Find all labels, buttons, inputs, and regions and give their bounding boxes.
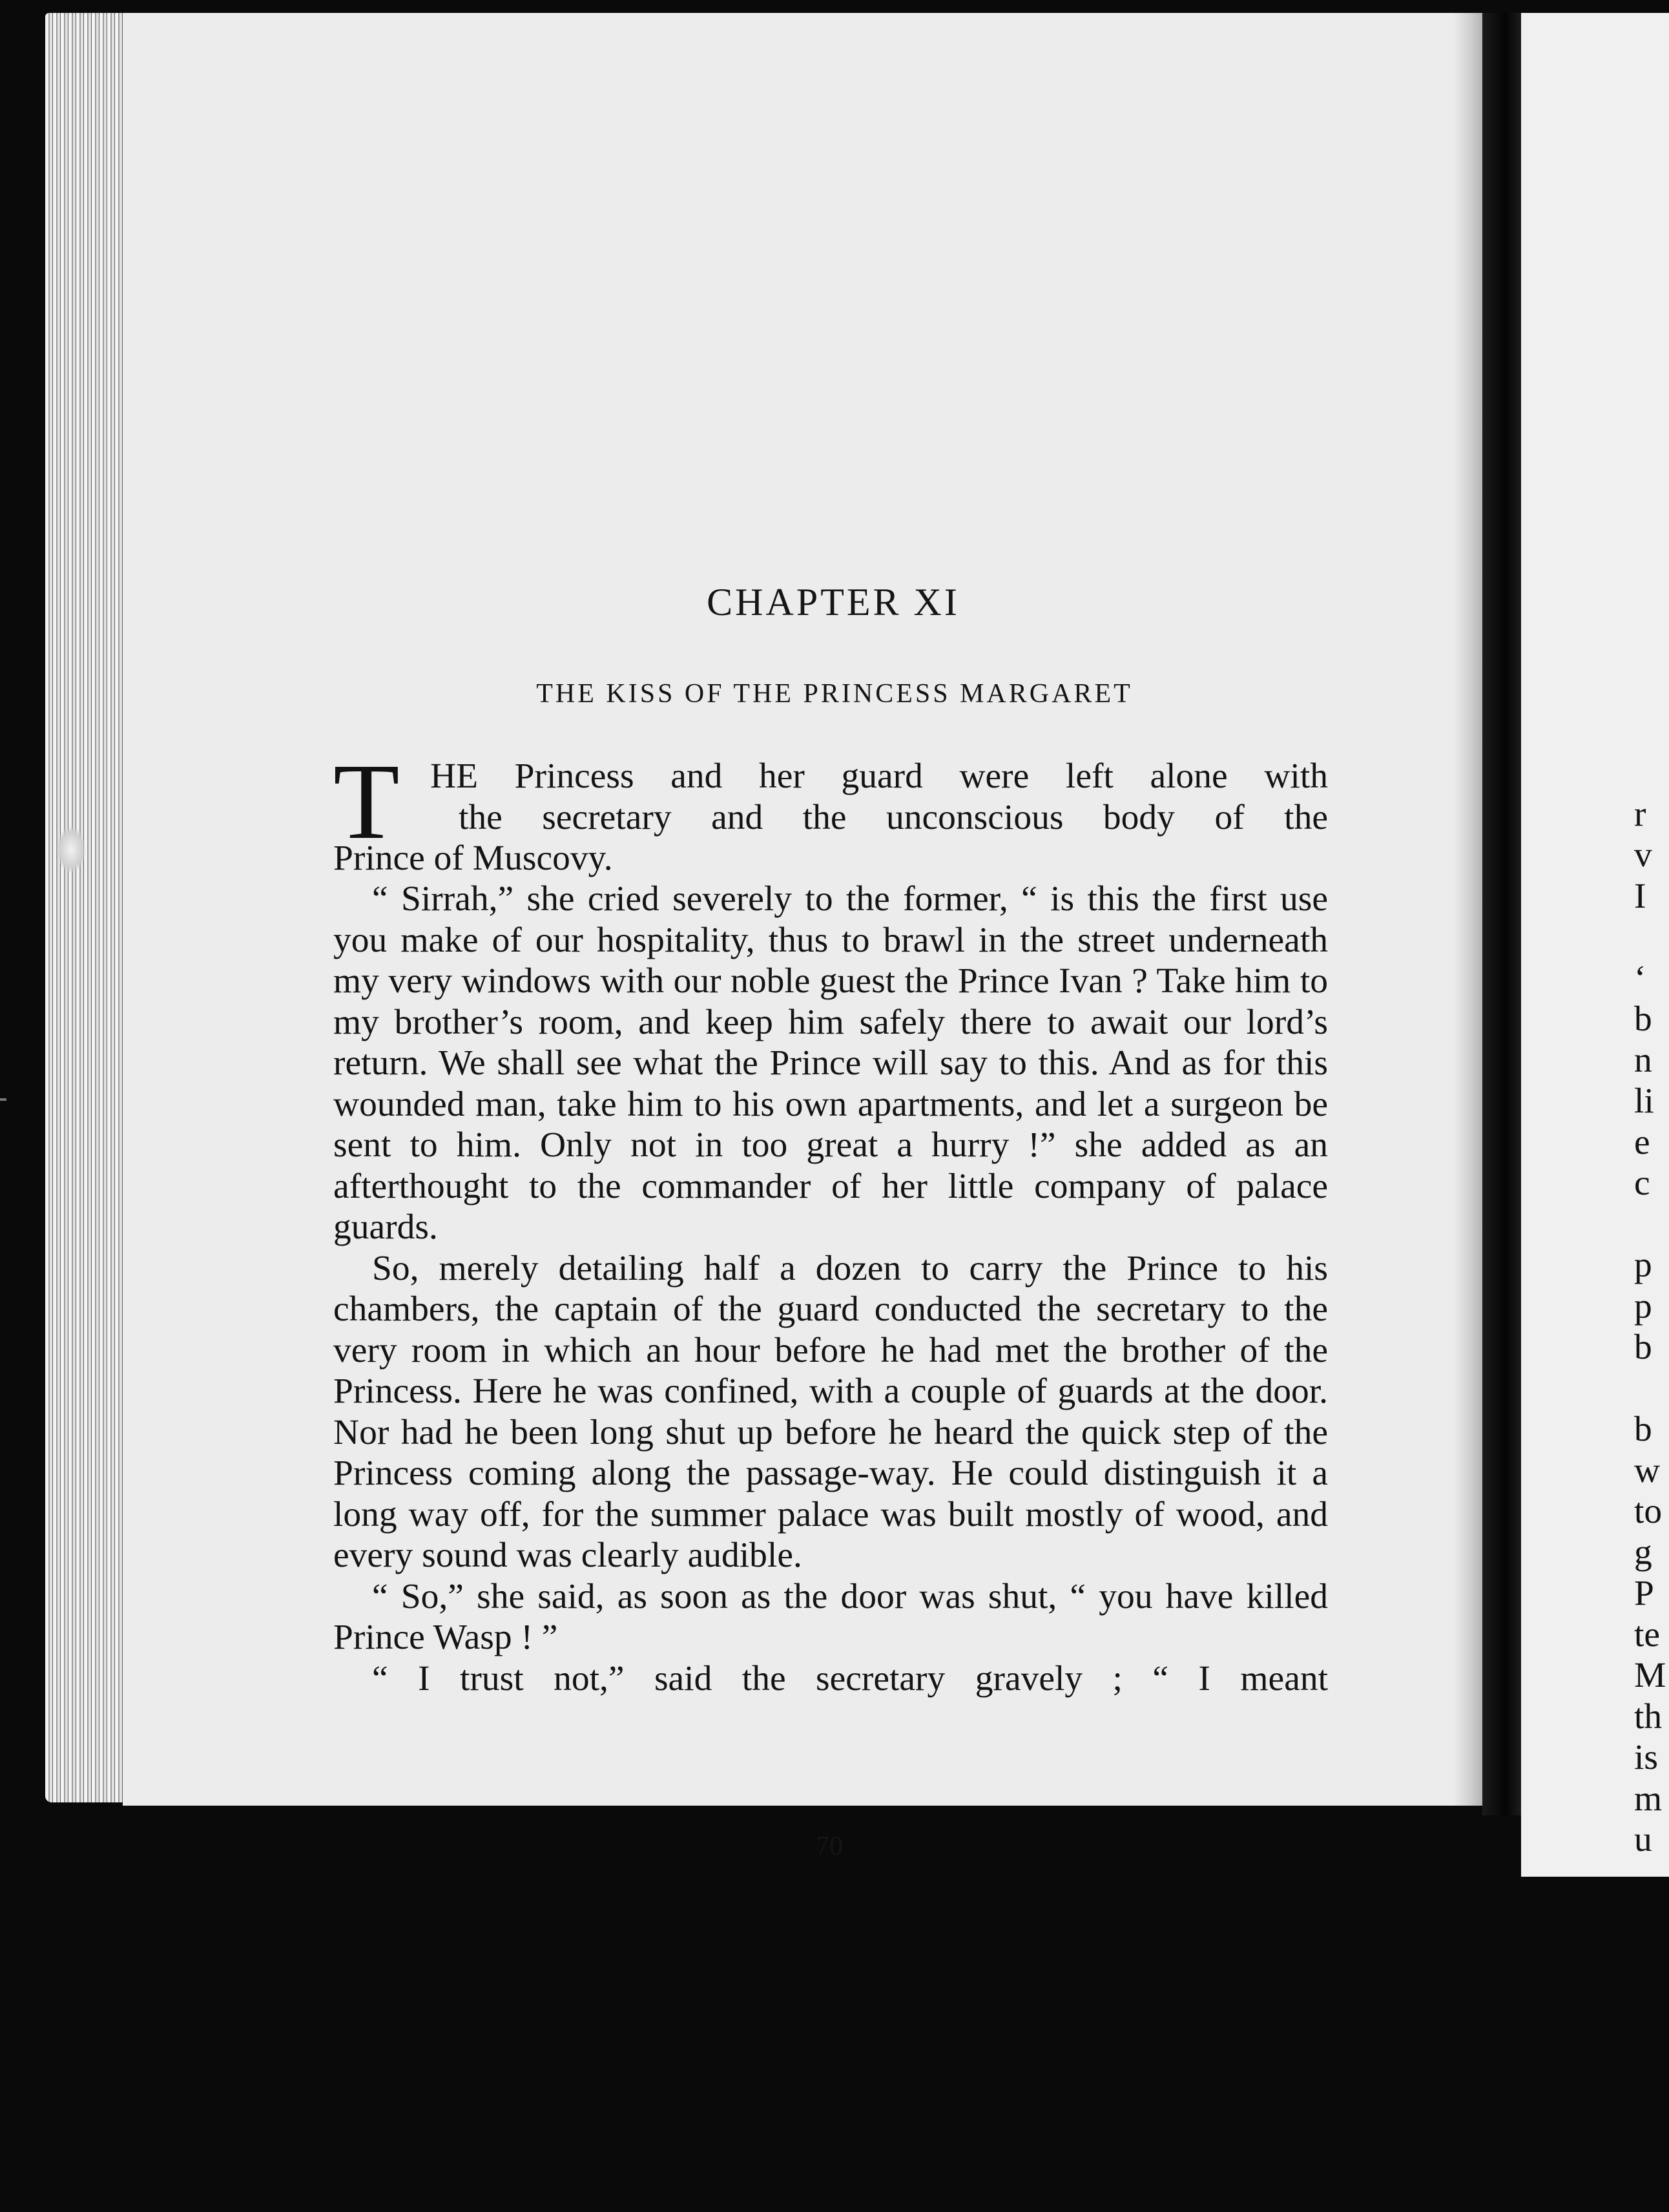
paragraph: “ Sirrah,” she cried severely to the former, “ is this the first use you make of our hospitality, thus to brawl in the street underneath my very windows with our noble guest the Prince Ivan ? Take him to my brother’s room, and keep him safely there to await our lord’s return. We shall see what the Prince will say to this. And as for this wounded man, take him to his own apartments, and let a surgeon be sent to him. Only not in too great a hurry !” she added as an afterthought to the commander of her little company of palace guards.	[333, 879, 1328, 1247]
next-page-line-fragment: P	[1634, 1574, 1654, 1613]
page-number: 70	[816, 1831, 843, 1861]
next-page-line-fragment: b	[1634, 1328, 1652, 1367]
next-page-line-fragment: m	[1634, 1779, 1663, 1819]
paragraph: “ I trust not,” said the secretary gravely ; “ I meant	[372, 1658, 1328, 1698]
next-page-line-fragment: te	[1634, 1614, 1661, 1654]
next-page-line-fragment: b	[1634, 999, 1652, 1039]
next-page-line-fragment	[1634, 917, 1669, 958]
next-page-line-fragment: ‘	[1634, 958, 1646, 998]
next-page-line-fragment: M	[1634, 1656, 1666, 1695]
opening-line-2: the secretary and the unconscious body of the	[459, 797, 1328, 837]
next-page-line-fragment	[1634, 753, 1669, 794]
next-page-line-fragment: u	[1634, 1820, 1652, 1859]
next-page-line-fragment: p	[1634, 1246, 1652, 1285]
next-page-line-fragment: w	[1634, 1450, 1661, 1490]
opening-paragraph	[333, 742, 1328, 879]
next-page-line-fragment: c	[1634, 1163, 1650, 1203]
next-page-line-fragment	[1634, 1204, 1669, 1246]
next-page-line-fragment: r	[1634, 794, 1646, 834]
paragraph: “ So,” she said, as soon as the door was shut, “ you have killed Prince Wasp ! ”	[333, 1576, 1328, 1657]
chapter-title: CHAPTER XI	[707, 581, 960, 623]
next-page-line-fragment: to	[1634, 1492, 1663, 1531]
paragraph: So, merely detailing half a dozen to carry the Prince to his chambers, the captain of the guard conducted the secretary to the very room in which an hour before he had met the brother of the Princess. Here he was confined, with a couple of guards at the door. Nor had he been long shut up before he heard the quick step of the Princess coming along the passage-way. He could distinguish it a long way off, for the summer palace was built mostly of wood, and every sound was clearly audible.	[333, 1248, 1328, 1575]
opening-line-3: Prince of Muscovy.	[333, 839, 613, 878]
next-page-line-fragment: is	[1634, 1738, 1659, 1777]
next-page-line-fragment	[1634, 1368, 1669, 1410]
scan-mark	[0, 1098, 6, 1101]
next-page-line-fragment: li	[1634, 1081, 1654, 1121]
next-page-line-fragment: g	[1634, 1532, 1652, 1572]
next-page-line-fragment: n	[1634, 1040, 1652, 1080]
book-page-edges	[45, 13, 129, 1802]
next-page-line-fragment: e	[1634, 1122, 1650, 1162]
next-page-line-fragment: v	[1634, 835, 1652, 875]
next-page-text-fragments	[1634, 753, 1669, 1861]
body-text	[333, 742, 1328, 1699]
drop-cap: T	[333, 742, 400, 862]
next-page-line-fragment: b	[1634, 1410, 1652, 1449]
book-gutter	[1482, 13, 1521, 1815]
next-page-line-fragment: I	[1634, 876, 1646, 916]
gutter-shadow	[1453, 13, 1482, 1806]
paper-speck	[57, 827, 85, 872]
opening-line-1: HE Princess and her guard were left alone with	[430, 756, 1328, 796]
chapter-subtitle: THE KISS OF THE PRINCESS MARGARET	[536, 679, 1133, 709]
next-page-line-fragment: p	[1634, 1286, 1652, 1326]
next-page-line-fragment: th	[1634, 1696, 1663, 1737]
